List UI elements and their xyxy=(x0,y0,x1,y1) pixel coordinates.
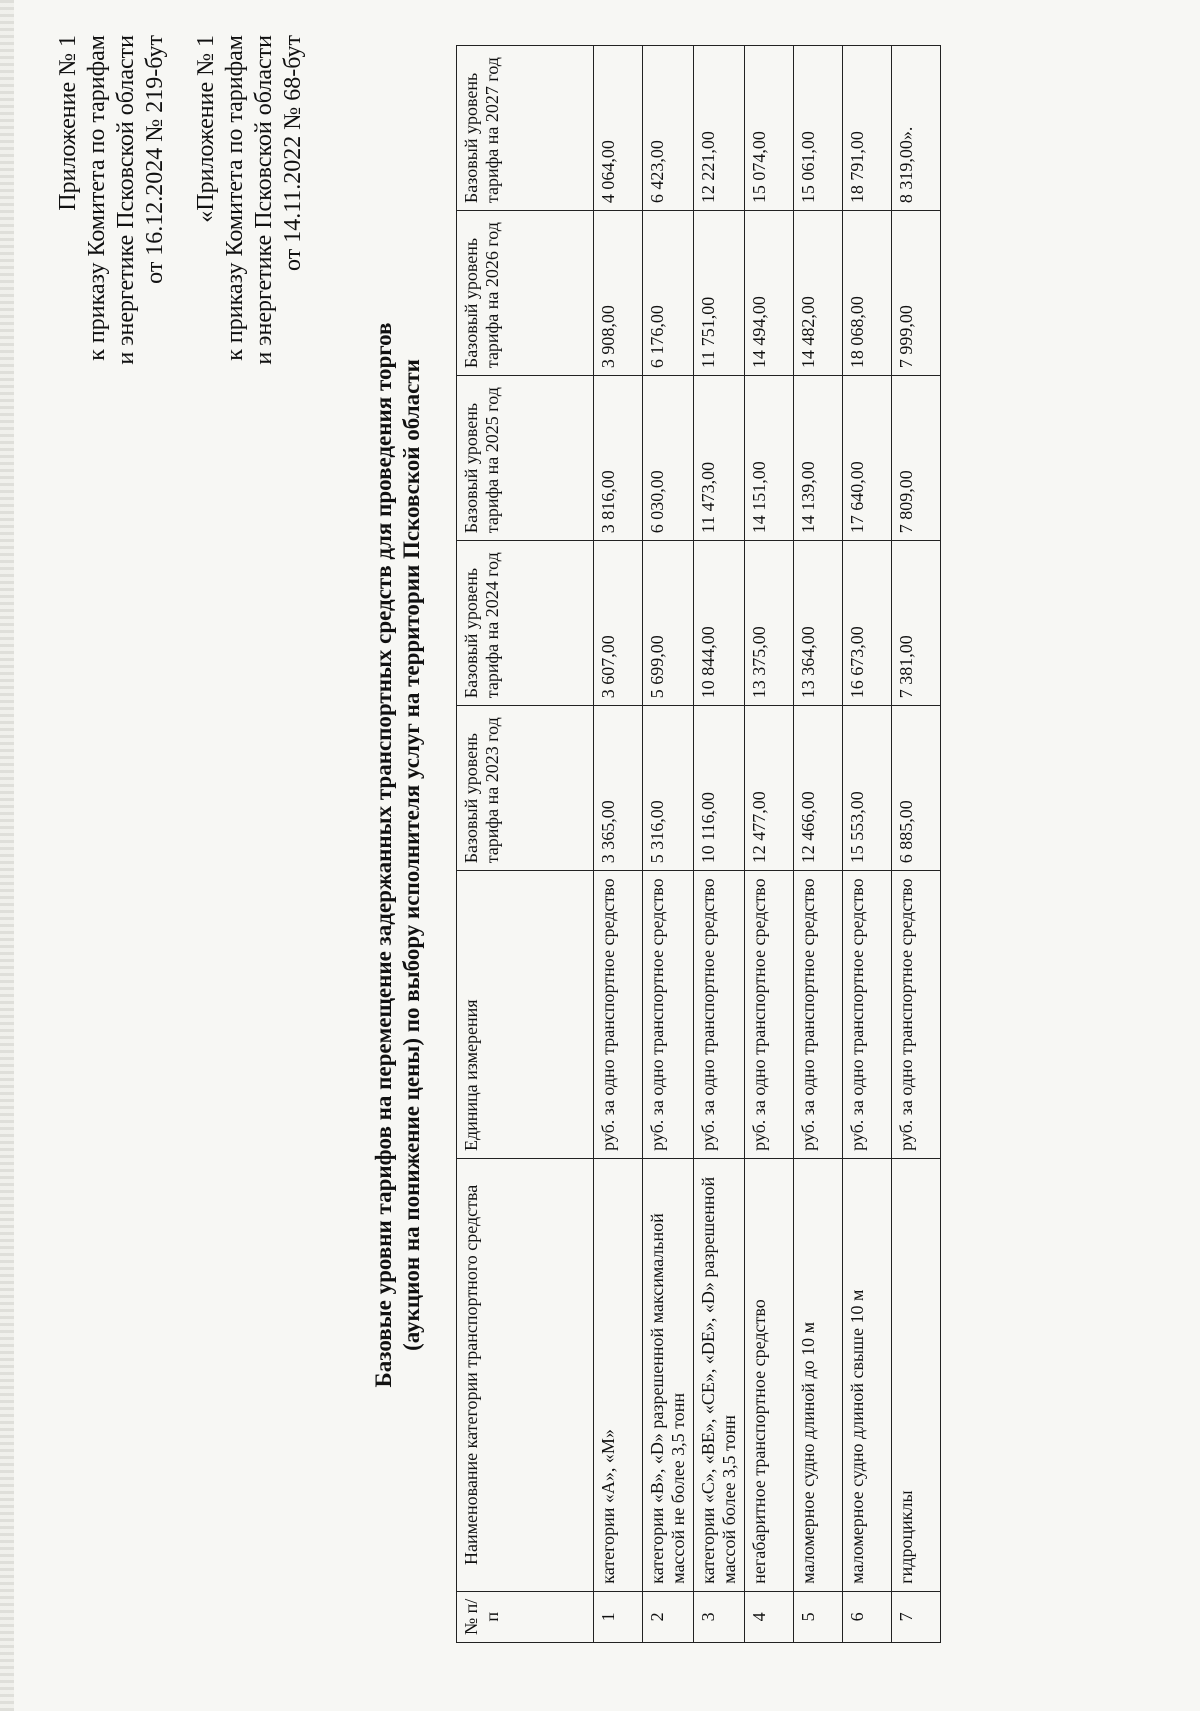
approval-line: от 14.11.2022 № 68-бут xyxy=(280,35,306,271)
header-unit: Единица измерения xyxy=(457,871,594,1159)
cell-num: 4 xyxy=(745,1591,794,1642)
cell-name: категории «А», «М» xyxy=(594,1159,643,1592)
cell-2025: 3 816,00 xyxy=(594,376,643,541)
cell-unit: руб. за одно транспортное средство xyxy=(694,871,745,1159)
cell-2025: 6 030,00 xyxy=(643,376,694,541)
approval-block-current xyxy=(54,35,170,595)
cell-2027: 6 423,00 xyxy=(643,46,694,211)
cell-2025: 14 139,00 xyxy=(794,376,843,541)
cell-2026: 3 908,00 xyxy=(594,211,643,376)
title-line: (аукцион на понижение цены) по выбору исполнителя услуг на территории Псковской области xyxy=(399,359,424,1351)
document-title xyxy=(370,35,426,1675)
header-2026: Базовый уровень тарифа на 2026 год xyxy=(457,211,594,376)
cell-2024: 10 844,00 xyxy=(694,541,745,706)
cell-num: 2 xyxy=(643,1591,694,1642)
cell-2026: 14 482,00 xyxy=(794,211,843,376)
table-row xyxy=(794,46,843,1643)
cell-name: маломерное судно длиной до 10 м xyxy=(794,1159,843,1592)
header-2024: Базовый уровень тарифа на 2024 год xyxy=(457,541,594,706)
cell-unit: руб. за одно транспортное средство xyxy=(745,871,794,1159)
cell-2026: 6 176,00 xyxy=(643,211,694,376)
approval-line: к приказу Комитета по тарифам xyxy=(222,35,248,361)
cell-2024: 13 364,00 xyxy=(794,541,843,706)
header-name: Наименование категории транспортного средства xyxy=(457,1159,594,1592)
cell-num: 5 xyxy=(794,1591,843,1642)
cell-2023: 6 885,00 xyxy=(892,706,941,871)
cell-2025: 11 473,00 xyxy=(694,376,745,541)
cell-2025: 17 640,00 xyxy=(843,376,892,541)
cell-unit: руб. за одно транспортное средство xyxy=(843,871,892,1159)
approval-line: Приложение № 1 xyxy=(55,35,81,211)
tariff-table xyxy=(456,45,941,1643)
cell-2023: 15 553,00 xyxy=(843,706,892,871)
cell-2027: 15 061,00 xyxy=(794,46,843,211)
cell-2026: 14 494,00 xyxy=(745,211,794,376)
cell-2027: 4 064,00 xyxy=(594,46,643,211)
cell-2024: 3 607,00 xyxy=(594,541,643,706)
cell-2027: 15 074,00 xyxy=(745,46,794,211)
cell-2027: 12 221,00 xyxy=(694,46,745,211)
table-row xyxy=(694,46,745,1643)
title-line: Базовые уровни тарифов на перемещение задержанных транспортных средств для проведения торгов xyxy=(371,322,396,1388)
approval-block-previous xyxy=(192,35,308,595)
header-2025: Базовый уровень тарифа на 2025 год xyxy=(457,376,594,541)
cell-2027: 8 319,00». xyxy=(892,46,941,211)
table-header-row xyxy=(457,46,594,1643)
table-row xyxy=(643,46,694,1643)
cell-num: 3 xyxy=(694,1591,745,1642)
cell-unit: руб. за одно транспортное средство xyxy=(594,871,643,1159)
cell-2025: 14 151,00 xyxy=(745,376,794,541)
approval-line: от 16.12.2024 № 219-бут xyxy=(142,35,168,284)
scan-edge xyxy=(0,0,14,1711)
approval-line: и энергетике Псковской области xyxy=(113,35,139,365)
cell-2027: 18 791,00 xyxy=(843,46,892,211)
cell-name: гидроциклы xyxy=(892,1159,941,1592)
cell-num: 7 xyxy=(892,1591,941,1642)
cell-2023: 10 116,00 xyxy=(694,706,745,871)
cell-name: категории «С», «ВЕ», «СЕ», «DE», «D» разрешенной массой более 3,5 тонн xyxy=(694,1159,745,1592)
cell-unit: руб. за одно транспортное средство xyxy=(643,871,694,1159)
approval-line: и энергетике Псковской области xyxy=(251,35,277,365)
cell-2026: 7 999,00 xyxy=(892,211,941,376)
header-2027: Базовый уровень тарифа на 2027 год xyxy=(457,46,594,211)
cell-2024: 5 699,00 xyxy=(643,541,694,706)
cell-name: маломерное судно длиной свыше 10 м xyxy=(843,1159,892,1592)
cell-2023: 5 316,00 xyxy=(643,706,694,871)
cell-name: категории «В», «D» разрешенной максимальной массой не более 3,5 тонн xyxy=(643,1159,694,1592)
cell-unit: руб. за одно транспортное средство xyxy=(892,871,941,1159)
cell-2023: 3 365,00 xyxy=(594,706,643,871)
approval-line: «Приложение № 1 xyxy=(193,35,219,223)
cell-name: негабаритное транспортное средство xyxy=(745,1159,794,1592)
cell-num: 1 xyxy=(594,1591,643,1642)
header-2023: Базовый уровень тарифа на 2023 год xyxy=(457,706,594,871)
cell-2023: 12 466,00 xyxy=(794,706,843,871)
cell-2024: 7 381,00 xyxy=(892,541,941,706)
cell-num: 6 xyxy=(843,1591,892,1642)
cell-2024: 16 673,00 xyxy=(843,541,892,706)
table-row xyxy=(745,46,794,1643)
rotated-sheet xyxy=(40,35,1160,1675)
table-row xyxy=(892,46,941,1643)
cell-2026: 18 068,00 xyxy=(843,211,892,376)
cell-2025: 7 809,00 xyxy=(892,376,941,541)
approval-line: к приказу Комитета по тарифам xyxy=(84,35,110,361)
table-row xyxy=(843,46,892,1643)
table-row xyxy=(594,46,643,1643)
header-num: № п/п xyxy=(457,1591,594,1642)
cell-2024: 13 375,00 xyxy=(745,541,794,706)
cell-2023: 12 477,00 xyxy=(745,706,794,871)
cell-unit: руб. за одно транспортное средство xyxy=(794,871,843,1159)
cell-2026: 11 751,00 xyxy=(694,211,745,376)
